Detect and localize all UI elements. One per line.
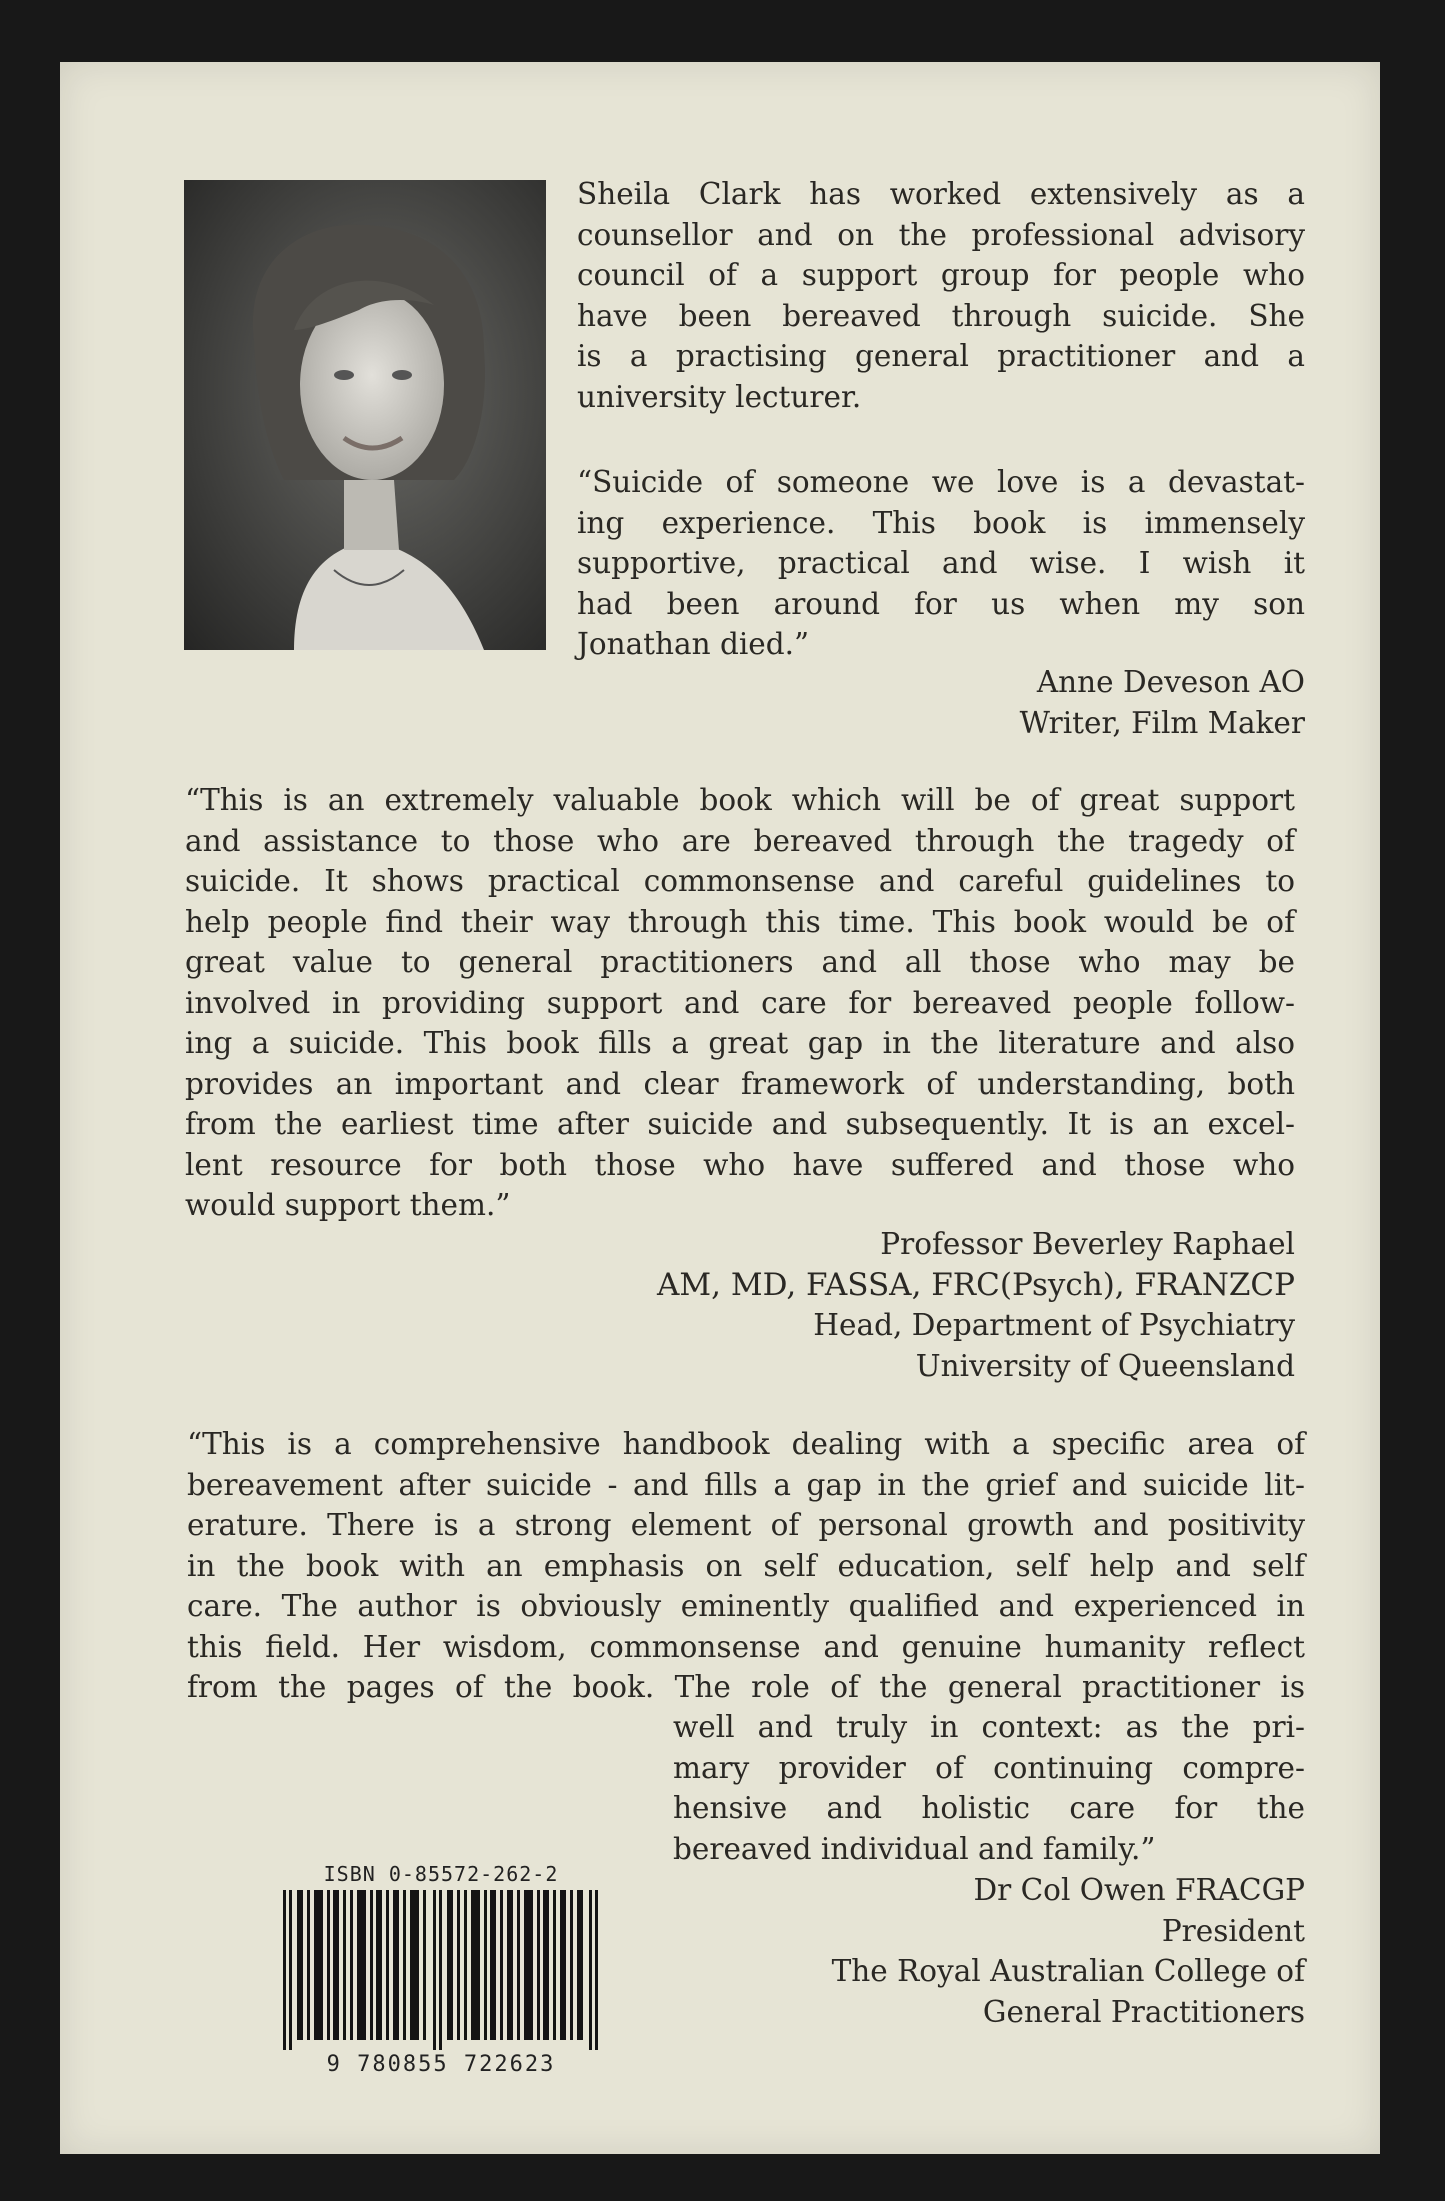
quote-line: care. The author is obviously eminently qualified and experienced in [187, 1589, 1305, 1623]
quote-line: and assistance to those who are bereaved through the tragedy of [185, 823, 1295, 858]
author-photo [184, 180, 546, 650]
quote-line: well and truly in context: as the pri- [673, 1710, 1305, 1744]
quote-line: help people find their way through this time. This book would be of [185, 904, 1295, 939]
quote-line: involved in providing support and care for bereaved people follow- [185, 985, 1295, 1020]
attribution-raphael [480, 1224, 1295, 1386]
author-portrait-illustration [184, 180, 546, 650]
attribution-owen [700, 1870, 1305, 2032]
attribution-degrees: AM, MD, FASSA, FRC(Psych), FRANZCP [657, 1266, 1295, 1303]
quote-deveson [577, 462, 1305, 665]
quote-line: from the earliest time after suicide and subsequently. It is an excel- [185, 1107, 1295, 1141]
quote-line: “Suicide of someone we love is a devastat- [577, 465, 1305, 499]
bio-line: council of a support group for people who [577, 258, 1305, 292]
quote-line: this field. Her wisdom, commonsense and genuine humanity reflect [187, 1629, 1305, 1664]
author-bio [577, 174, 1305, 417]
quote-owen [187, 1424, 1305, 1708]
quote-line: had been around for us when my son [577, 586, 1305, 621]
quote-line: in the book with an emphasis on self education, self help and self [187, 1548, 1305, 1583]
quote-line: ing a suicide. This book fills a great gap in the literature and also [185, 1026, 1295, 1060]
quote-line: from the pages of the book. The role of the general practitioner is [187, 1670, 1305, 1704]
attribution-title: President [1161, 1913, 1305, 1948]
quote-raphael [185, 780, 1295, 1226]
quote-line: lent resource for both those who have suffered and those who [185, 1147, 1295, 1182]
attribution-name: Anne Deveson AO [1036, 665, 1305, 699]
bio-line: is a practising general practitioner and a [577, 339, 1305, 373]
barcode-number: 9 780855 722623 [326, 2052, 556, 2077]
attribution-institution: The Royal Australian College of [831, 1954, 1305, 1988]
isbn-barcode [275, 1862, 607, 2082]
bio-line: have been bereaved through suicide. She [577, 298, 1305, 333]
isbn-label: ISBN 0-85572-262-2 [323, 1862, 559, 1886]
quote-line: “This is an extremely valuable book which will be of great support [185, 783, 1295, 817]
quote-line: supportive, practical and wise. I wish it [577, 546, 1305, 580]
quote-line: would support them.” [185, 1188, 511, 1222]
attribution-title: Writer, Film Maker [1019, 705, 1305, 740]
quote-owen-continued [673, 1707, 1305, 1869]
quote-line: provides an important and clear framework of understanding, both [185, 1066, 1295, 1101]
attribution-title: Head, Department of Psychiatry [813, 1308, 1295, 1342]
quote-line: hensive and holistic care for the [673, 1791, 1305, 1825]
quote-line: Jonathan died.” [577, 627, 810, 661]
bio-line: counsellor and on the professional advisory [577, 217, 1305, 252]
quote-line: ing experience. This book is immensely [577, 505, 1305, 540]
attribution-deveson [760, 662, 1305, 743]
attribution-institution: University of Queensland [915, 1348, 1295, 1383]
quote-line: suicide. It shows practical commonsense and careful guidelines to [185, 864, 1295, 898]
quote-line: bereaved individual and family.” [673, 1831, 1156, 1866]
quote-line: mary provider of continuing compre- [673, 1750, 1305, 1785]
bio-line: university lecturer. [577, 379, 862, 414]
bio-line: Sheila Clark has worked extensively as a [577, 177, 1305, 211]
quote-line: “This is a comprehensive handbook dealing with a specific area of [187, 1427, 1305, 1461]
book-back-cover [60, 62, 1380, 2154]
attribution-name: Dr Col Owen FRACGP [973, 1873, 1305, 1907]
quote-line: bereavement after suicide - and fills a gap in the grief and suicide lit- [187, 1467, 1305, 1502]
quote-line: great value to general practitioners and all those who may be [185, 945, 1295, 979]
attribution-name: Professor Beverley Raphael [880, 1227, 1295, 1261]
barcode-icon [275, 1890, 607, 2050]
attribution-institution: General Practitioners [982, 1994, 1305, 2029]
quote-line: erature. There is a strong element of personal growth and positivity [187, 1508, 1305, 1542]
